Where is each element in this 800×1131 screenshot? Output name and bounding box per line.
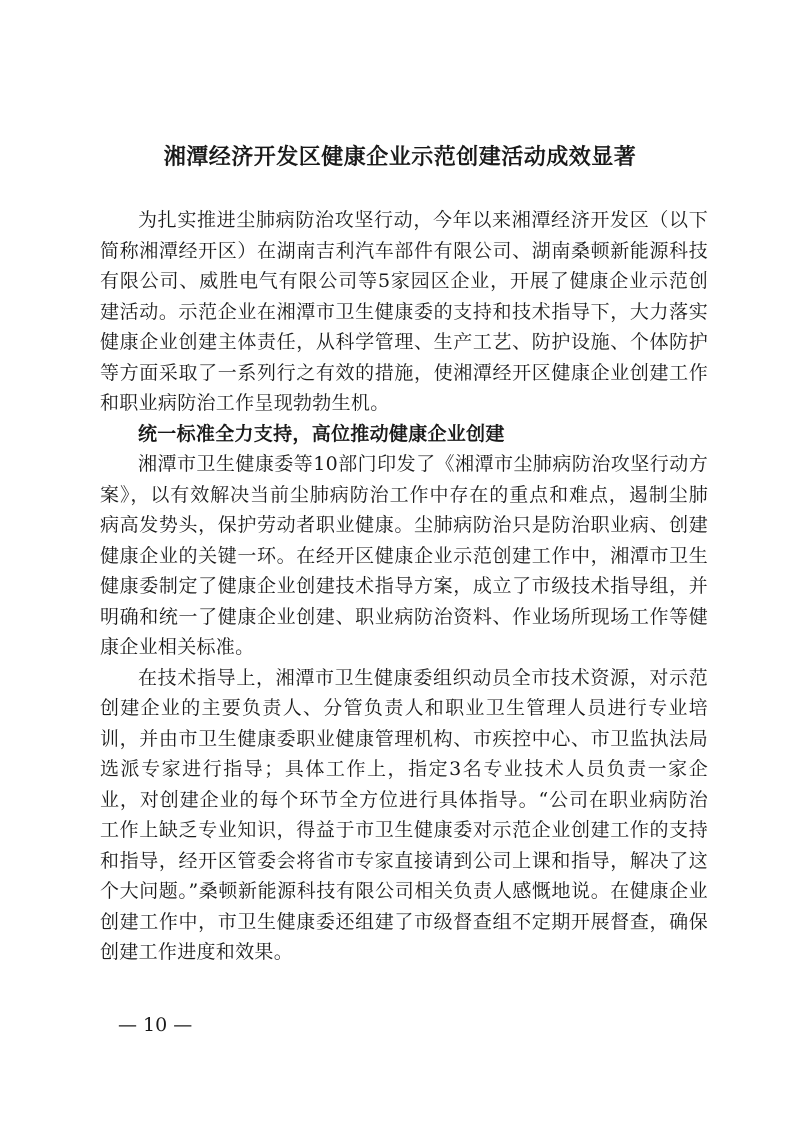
intro-paragraph: 为扎实推进尘肺病防治攻坚行动，今年以来湘潭经济开发区（以下简称湘潭经开区）在湖南吉利汽车部件有限公司、湖南桑顿新能源科技有限公司、威胜电气有限公司等5家园区企业，开展了健康企业示范创建活动。示范企业在湘潭市卫生健康委的支持和技术指导下，大力落实健康企业创建主体责任，从科学管理、生产工艺、防护设施、个体防护等方面采取了一系列行之有效的措施，使湘潭经开区健康企业创建工作和职业病防治工作呈现勃勃生机。 — [100, 209, 708, 414]
section-heading: 统一标准全力支持，高位推动健康企业创建 — [138, 422, 505, 445]
document-body — [100, 205, 708, 968]
body-paragraph-2: 在技术指导上，湘潭市卫生健康委组织动员全市技术资源，对示范创建企业的主要负责人、分管负责人和职业卫生管理人员进行专业培训，并由市卫生健康委职业健康管理机构、市疾控中心、市卫监执法局选派专家进行指导；具体工作上，指定3名专业技术人员负责一家企业，对创建企业的每个环节全方位进行具体指导。“公司在职业病防治工作上缺乏专业知识，得益于市卫生健康委对示范企业创建工作的支持和指导，经开区管委会将省市专家直接请到公司上课和指导，解决了这个大问题。”桑顿新能源科技有限公司相关负责人感慨地说。在健康企业创建工作中，市卫生健康委还组建了市级督查组不定期开展督查，确保创建工作进度和效果。 — [100, 666, 708, 963]
page-number: — 10 — — [118, 1014, 193, 1036]
document-title: 湘潭经济开发区健康企业示范创建活动成效显著 — [163, 144, 637, 170]
body-paragraph-1: 湘潭市卫生健康委等10部门印发了《湘潭市尘肺病防治攻坚行动方案》，以有效解决当前尘肺病防治工作中存在的重点和难点，遏制尘肺病高发势头，保护劳动者职业健康。尘肺病防治只是防治职业病、创建健康企业的关键一环。在经开区健康企业示范创建工作中，湘潭市卫生健康委制定了健康企业创建技术指导方案，成立了市级技术指导组，并明确和统一了健康企业创建、职业病防治资料、作业场所现场工作等健康企业相关标准。 — [100, 453, 708, 658]
